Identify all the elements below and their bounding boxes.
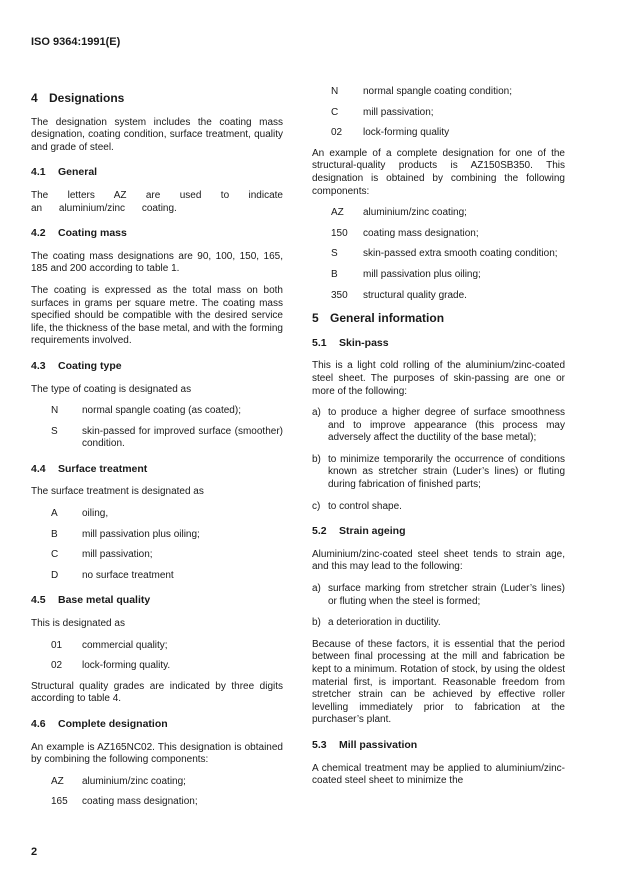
list-item: 150 coating mass designation; — [331, 227, 479, 239]
section-4-2-text-2: The coating is expressed as the total mass on both surfaces in grams per square metre. The coating mass specified should be compatible with the desired service life, the thickness of the base metal, and with the forming requirements involved. — [31, 284, 283, 347]
list-item: 165 coating mass designation; — [51, 796, 198, 808]
section-4-3-heading: 4.3 Coating type — [31, 359, 122, 372]
section-4-6-text: An example is AZ165NC02. This designation is obtained by combining the following components: — [31, 741, 283, 766]
list-item: A oiling, — [51, 508, 109, 520]
section-4-4-heading: 4.4 Surface treatment — [31, 462, 148, 475]
list-item: c) to control shape. — [312, 500, 402, 512]
section-4-5-heading: 4.5 Base metal quality — [31, 594, 151, 607]
section-4-1-text: The letters AZ are used to indicate an aluminium/zinc coating. — [31, 189, 283, 214]
list-item: b) to minimize temporarily the occurrence of conditions known as stretcher strain (Luder’s lines) or fluting during fabrication of finished parts; — [312, 453, 565, 491]
skin-pass-purposes-list — [312, 407, 565, 513]
list-item: b) a deterioration in ductility. — [312, 617, 441, 629]
section-4-3-text: The type of coating is designated as — [31, 383, 192, 395]
section-5-3-text: A chemical treatment may be applied to aluminium/zinc-coated steel sheet to minimize the — [312, 762, 565, 787]
list-item: N normal spangle coating (as coated); — [51, 405, 241, 417]
list-item: 01 commercial quality; — [51, 639, 168, 651]
list-item: 350 structural quality grade. — [331, 289, 467, 301]
list-item: AZ aluminium/zinc coating; — [331, 207, 467, 219]
structural-example-list — [312, 207, 565, 302]
list-item: a) surface marking from stretcher strain (Luder’s lines) or fluting when the steel is formed; — [312, 583, 565, 607]
list-item: C mill passivation; — [51, 549, 153, 561]
list-item: 02 lock-forming quality — [331, 127, 450, 139]
base-metal-quality-list — [31, 640, 283, 673]
list-item: B mill passivation plus oiling; — [331, 268, 481, 280]
right-column — [312, 86, 565, 797]
section-5-2-text-1: Aluminium/zinc-coated steel sheet tends to strain age, and this may lead to the following: — [312, 548, 565, 573]
list-item: S skin-passed extra smooth coating condition; — [331, 248, 558, 260]
continued-components-list — [312, 86, 565, 140]
list-item: C mill passivation; — [331, 106, 434, 118]
list-item: 02 lock-forming quality. — [51, 660, 171, 672]
section-4-4-text: The surface treatment is designated as — [31, 486, 204, 498]
left-column — [31, 86, 283, 817]
section-4-2-heading: 4.2 Coating mass — [31, 227, 127, 240]
section-5-2-text-2: Because of these factors, it is essential that the period between final processing at the mill and fabrication be kept to a minimum. Rotation of stock, by using the oldest material first, is important. Reasonable freedom from stretcher strain can be achieved by effective roller levelling immediately prior to fabrication at the purchaser’s plant. — [312, 638, 565, 726]
complete-designation-list — [31, 776, 283, 809]
page-number: 2 — [31, 846, 38, 858]
section-4-6-heading: 4.6 Complete designation — [31, 718, 168, 730]
section-4-1-heading: 4.1 General — [31, 166, 98, 179]
list-item: S skin-passed for improved surface (smoother) condition. — [51, 425, 283, 450]
surface-treatment-list — [31, 508, 283, 582]
section-4-2-text-1: The coating mass designations are 90, 100, 150, 165, 185 and 200 according to table 1. — [31, 250, 283, 275]
structural-example-text: An example of a complete designation for one of the structural-quality products is AZ150SB350. This designation is obtained by combining the following components: — [312, 147, 565, 197]
document-header: ISO 9364:1991(E) — [31, 36, 121, 48]
section-5-2-heading: 5.2 Strain ageing — [312, 525, 406, 538]
list-item: D no surface treatment — [51, 569, 174, 581]
section-4-text: The designation system includes the coating mass designation, coating condition, surface treatment, quality and grade of steel. — [31, 116, 283, 153]
list-item: AZ aluminium/zinc coating; — [51, 775, 186, 787]
list-item: a) to produce a higher degree of surface smoothness and to improve appearance (this process may adversely affect the ductility of the base metal); — [312, 407, 565, 444]
section-4-5-text-2: Structural quality grades are indicated by three digits according to table 4. — [31, 680, 283, 705]
list-item: B mill passivation plus oiling; — [51, 528, 200, 540]
section-5-1-heading: 5.1 Skin-pass — [312, 336, 389, 349]
section-4-heading: 4 Designations — [31, 91, 125, 105]
section-4-5-text: This is designated as — [31, 618, 125, 630]
section-5-heading: 5 General information — [312, 311, 445, 326]
section-5-3-heading: 5.3 Mill passivation — [312, 738, 418, 751]
coating-type-list — [31, 405, 283, 451]
section-5-1-text: This is a light cold rolling of the aluminium/zinc-coated steel sheet. The purposes of skin-passing are one or more of the following: — [312, 360, 565, 397]
strain-ageing-list — [312, 583, 565, 630]
list-item: N normal spangle coating condition; — [331, 86, 512, 97]
